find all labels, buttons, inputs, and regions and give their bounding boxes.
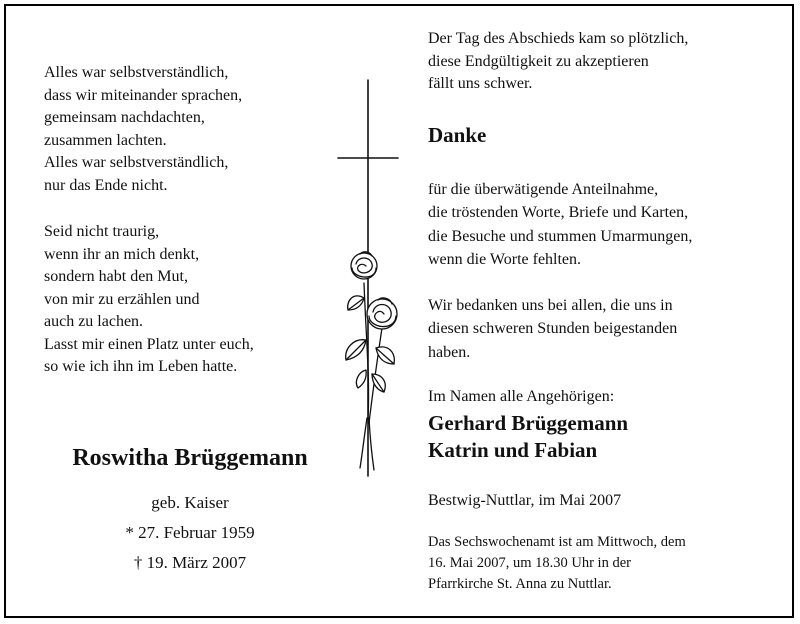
life-dates xyxy=(40,488,340,578)
poem-line: so wie ich ihn im Leben hatte. xyxy=(44,358,238,375)
service-line: Das Sechswochenamt ist am Mittwoch, dem xyxy=(428,534,686,550)
poem-line: dass wir miteinander sprachen, xyxy=(44,86,243,104)
poem-line: Alles war selbstverständlich, xyxy=(44,154,229,171)
poem-line: auch zu lachen. xyxy=(44,313,144,330)
service-line: 16. Mai 2007, um 18.30 Uhr in der xyxy=(428,555,631,571)
poem-stanza-2 xyxy=(44,221,334,379)
place-date: Bestwig-Nuttlar, im Mai 2007 xyxy=(428,492,622,509)
poem-line: Seid nicht traurig, xyxy=(44,223,160,240)
poem-line: wenn ihr an mich denkt, xyxy=(44,245,200,263)
poem-line: von mir zu erzählen und xyxy=(44,290,200,308)
signatory-name: Gerhard Brüggemann xyxy=(428,411,629,435)
thanks-paragraph xyxy=(428,178,784,272)
poem-line: nur das Ende nicht. xyxy=(44,176,168,194)
intro-line: fällt uns schwer. xyxy=(428,75,533,92)
gratitude-line: diesen schweren Stunden beigestanden xyxy=(428,320,678,337)
left-column xyxy=(44,62,334,379)
thanks-line: wenn die Worte fehlten. xyxy=(428,251,582,268)
gratitude-line: haben. xyxy=(428,343,471,361)
gratitude-paragraph xyxy=(428,294,784,365)
poem-line: Lasst mir einen Platz unter euch, xyxy=(44,335,254,353)
intro-line: diese Endgültigkeit zu akzeptieren xyxy=(428,52,649,70)
deceased-name: Roswitha Brüggemann xyxy=(72,445,308,471)
poem-line: sondern habt den Mut, xyxy=(44,268,188,285)
death-date: † 19. März 2007 xyxy=(133,553,247,572)
memorial-service-notice xyxy=(428,532,784,595)
thanks-heading: Danke xyxy=(428,122,487,147)
poem-line: gemeinsam nachdachten, xyxy=(44,109,205,126)
poem-line: zusammen lachten. xyxy=(44,131,167,149)
signatory-name: Katrin und Fabian xyxy=(428,438,598,462)
cross-with-roses-icon xyxy=(336,78,400,478)
maiden-name: geb. Kaiser xyxy=(151,493,229,512)
on-behalf-label: Im Namen alle Angehörigen: xyxy=(428,388,615,405)
right-column xyxy=(428,28,784,595)
gratitude-line: Wir bedanken uns bei allen, die uns in xyxy=(428,296,673,314)
thanks-line: die Besuche und stummen Umarmungen, xyxy=(428,227,693,245)
service-line: Pfarrkirche St. Anna zu Nuttlar. xyxy=(428,576,612,592)
poem-line: Alles war selbstverständlich, xyxy=(44,64,229,81)
signatories xyxy=(428,410,784,464)
birth-date: * 27. Februar 1959 xyxy=(125,523,255,542)
farewell-intro xyxy=(428,28,784,96)
thanks-line: die tröstenden Worte, Briefe und Karten, xyxy=(428,204,689,221)
poem-stanza-1 xyxy=(44,62,334,197)
intro-line: Der Tag des Abschieds kam so plötzlich, xyxy=(428,30,689,47)
thanks-line: für die überwätigende Anteilnahme, xyxy=(428,180,659,198)
